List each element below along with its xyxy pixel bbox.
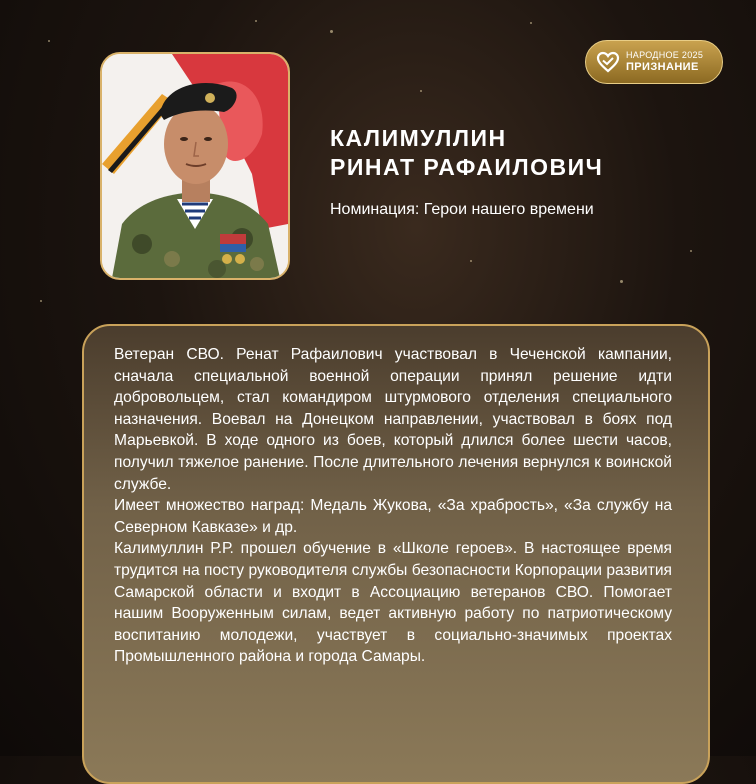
sparkle — [48, 40, 50, 42]
bio-paragraph: Имеет множество наград: Медаль Жукова, «За храбрость», «За службу на Северном Кавказе» и др. — [114, 497, 672, 536]
sparkle — [690, 250, 692, 252]
heart-icon — [596, 50, 620, 74]
sparkle — [470, 260, 472, 262]
award-badge — [585, 40, 723, 84]
badge-title: ПРИЗНАНИЕ — [626, 61, 699, 73]
bio-paragraph: Калимуллин Р.Р. прошел обучение в «Школе героев». В настоящее время трудится на посту руководителя службы безопасности Корпорации развития Самарской области и входит в Ассоциацию ветеранов СВО. Помогает нашим Вооруженным силам, ведет активную работу по патриотическому воспитанию молодежи, участвует в социально-значимых проектах Промышленного района и города Самары. — [114, 540, 672, 666]
sparkle — [255, 20, 257, 22]
sparkle — [330, 30, 333, 33]
portrait-photo — [100, 52, 290, 280]
nomination-label: Номинация: Герои нашего времени — [330, 201, 594, 218]
person-name — [330, 124, 603, 182]
person-given-names: РИНАТ РАФАИЛОВИЧ — [330, 154, 604, 180]
sparkle — [420, 90, 422, 92]
sparkle — [40, 300, 42, 302]
sparkle — [620, 280, 623, 283]
badge-title-small: НАРОДНОЕ 2025 — [626, 50, 704, 60]
portrait-illustration — [102, 54, 288, 278]
person-surname: КАЛИМУЛЛИН — [330, 125, 507, 151]
sparkle — [530, 22, 532, 24]
bio-paragraph: Ветеран СВО. Ренат Рафаилович участвовал в Чеченской кампании, сначала специальной военной операции принял решение идти добровольцем, стал командиром штурмового отделения специального назначения. Воевал на Донецком направлении, участвовал в боях под Марьевкой. В ходе одного из боев, который длился более шести часов, получил тяжелое ранение. После длительного лечения вернулся к воинской службе. — [114, 346, 672, 493]
bio-text — [114, 344, 672, 668]
